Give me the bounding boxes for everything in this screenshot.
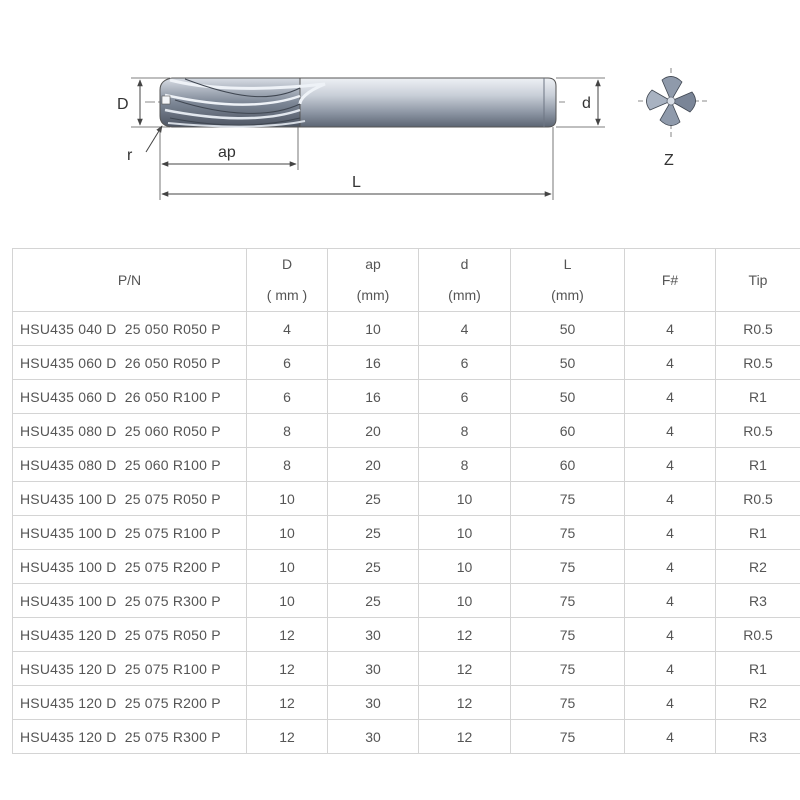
table-row bbox=[13, 448, 800, 482]
table-cell-d: 6 bbox=[247, 380, 328, 414]
table-row bbox=[13, 346, 800, 380]
column-header-unit: ( mm ) bbox=[266, 287, 308, 303]
table-cell-f: 4 bbox=[625, 550, 716, 584]
table-cell-ap: 20 bbox=[328, 414, 419, 448]
table-cell-d: 12 bbox=[419, 720, 511, 754]
column-header-label: D bbox=[281, 256, 293, 272]
table-cell-l: 75 bbox=[511, 618, 625, 652]
table-cell-pn: HSU435 100 D 25 075 R300 P bbox=[13, 584, 247, 618]
table-cell-tip: R0.5 bbox=[716, 346, 800, 380]
table-cell-l: 60 bbox=[511, 414, 625, 448]
table-cell-ap: 30 bbox=[328, 720, 419, 754]
table-cell-ap: 16 bbox=[328, 346, 419, 380]
table-cell-pn: HSU435 060 D 26 050 R050 P bbox=[13, 346, 247, 380]
table-cell-tip: R0.5 bbox=[716, 618, 800, 652]
table-cell-d: 8 bbox=[247, 414, 328, 448]
table-cell-f: 4 bbox=[625, 346, 716, 380]
table-cell-tip: R1 bbox=[716, 448, 800, 482]
table-cell-d: 8 bbox=[419, 448, 511, 482]
table-cell-d: 6 bbox=[419, 346, 511, 380]
table-cell-d: 12 bbox=[247, 686, 328, 720]
table-cell-d: 12 bbox=[419, 652, 511, 686]
table-row bbox=[13, 380, 800, 414]
column-header-tip bbox=[716, 249, 800, 312]
table-cell-l: 50 bbox=[511, 380, 625, 414]
table-cell-d: 10 bbox=[247, 584, 328, 618]
table-cell-f: 4 bbox=[625, 516, 716, 550]
table-cell-d: 10 bbox=[247, 516, 328, 550]
table-cell-d: 10 bbox=[419, 550, 511, 584]
table-cell-l: 75 bbox=[511, 516, 625, 550]
column-header-label: F# bbox=[661, 271, 679, 288]
table-cell-pn: HSU435 080 D 25 060 R050 P bbox=[13, 414, 247, 448]
table-cell-l: 75 bbox=[511, 482, 625, 516]
table-cell-tip: R0.5 bbox=[716, 414, 800, 448]
table-row bbox=[13, 516, 800, 550]
table-cell-tip: R0.5 bbox=[716, 482, 800, 516]
table-cell-ap: 25 bbox=[328, 482, 419, 516]
table-cell-pn: HSU435 120 D 25 075 R200 P bbox=[13, 686, 247, 720]
label-Z: Z bbox=[664, 152, 674, 169]
table-header-row bbox=[13, 249, 800, 312]
label-D: D bbox=[117, 96, 129, 113]
table-cell-tip: R1 bbox=[716, 380, 800, 414]
table-cell-pn: HSU435 120 D 25 075 R300 P bbox=[13, 720, 247, 754]
table-cell-f: 4 bbox=[625, 380, 716, 414]
label-L: L bbox=[352, 174, 361, 191]
column-header-d bbox=[247, 249, 328, 312]
table-cell-f: 4 bbox=[625, 414, 716, 448]
column-header-f bbox=[625, 249, 716, 312]
table-cell-ap: 25 bbox=[328, 516, 419, 550]
table-cell-d: 8 bbox=[247, 448, 328, 482]
table-cell-d: 10 bbox=[419, 482, 511, 516]
column-header-label: d bbox=[460, 256, 469, 272]
table-cell-tip: R3 bbox=[716, 584, 800, 618]
table-row bbox=[13, 482, 800, 516]
column-header-label: ap bbox=[365, 256, 381, 272]
table-cell-tip: R2 bbox=[716, 686, 800, 720]
table-cell-ap: 30 bbox=[328, 686, 419, 720]
label-ap: ap bbox=[218, 144, 236, 161]
end-view bbox=[638, 68, 708, 138]
table-cell-l: 75 bbox=[511, 584, 625, 618]
table-cell-f: 4 bbox=[625, 448, 716, 482]
column-header-unit: (mm) bbox=[356, 287, 390, 303]
column-header-unit: (mm) bbox=[448, 287, 481, 303]
table-cell-d: 10 bbox=[247, 550, 328, 584]
table-cell-d: 10 bbox=[419, 516, 511, 550]
column-header-d bbox=[419, 249, 511, 312]
table-cell-f: 4 bbox=[625, 312, 716, 346]
table-cell-d: 4 bbox=[419, 312, 511, 346]
label-r: r bbox=[127, 147, 133, 164]
table-row bbox=[13, 652, 800, 686]
table-cell-l: 50 bbox=[511, 312, 625, 346]
table-row bbox=[13, 686, 800, 720]
table-cell-l: 75 bbox=[511, 652, 625, 686]
spec-table bbox=[12, 248, 800, 754]
table-row bbox=[13, 584, 800, 618]
table-cell-ap: 30 bbox=[328, 618, 419, 652]
table-cell-pn: HSU435 100 D 25 075 R050 P bbox=[13, 482, 247, 516]
table-cell-pn: HSU435 100 D 25 075 R100 P bbox=[13, 516, 247, 550]
column-header-label: L bbox=[563, 256, 572, 272]
table-cell-pn: HSU435 100 D 25 075 R200 P bbox=[13, 550, 247, 584]
column-header-label: Tip bbox=[748, 271, 768, 288]
table-cell-d: 12 bbox=[247, 720, 328, 754]
table-cell-ap: 10 bbox=[328, 312, 419, 346]
table-cell-tip: R3 bbox=[716, 720, 800, 754]
column-header-ap bbox=[328, 249, 419, 312]
table-row bbox=[13, 618, 800, 652]
table-cell-tip: R1 bbox=[716, 652, 800, 686]
table-cell-d: 10 bbox=[419, 584, 511, 618]
table-cell-d: 12 bbox=[247, 618, 328, 652]
column-header-l bbox=[511, 249, 625, 312]
table-cell-pn: HSU435 120 D 25 075 R050 P bbox=[13, 618, 247, 652]
table-cell-ap: 30 bbox=[328, 652, 419, 686]
table-cell-pn: HSU435 060 D 26 050 R100 P bbox=[13, 380, 247, 414]
table-cell-l: 75 bbox=[511, 720, 625, 754]
table-cell-ap: 20 bbox=[328, 448, 419, 482]
table-cell-tip: R1 bbox=[716, 516, 800, 550]
table-cell-d: 12 bbox=[247, 652, 328, 686]
table-cell-l: 75 bbox=[511, 550, 625, 584]
table-cell-l: 75 bbox=[511, 686, 625, 720]
table-cell-d: 12 bbox=[419, 686, 511, 720]
table-cell-f: 4 bbox=[625, 686, 716, 720]
table-cell-d: 6 bbox=[419, 380, 511, 414]
table-cell-d: 6 bbox=[247, 346, 328, 380]
table-cell-f: 4 bbox=[625, 584, 716, 618]
tool-shank bbox=[300, 78, 556, 127]
table-cell-ap: 25 bbox=[328, 550, 419, 584]
table-cell-ap: 25 bbox=[328, 584, 419, 618]
table-cell-f: 4 bbox=[625, 482, 716, 516]
table-body bbox=[13, 312, 800, 754]
table-cell-f: 4 bbox=[625, 720, 716, 754]
table-cell-l: 60 bbox=[511, 448, 625, 482]
column-header-pn bbox=[13, 249, 247, 312]
table-cell-pn: HSU435 040 D 25 050 R050 P bbox=[13, 312, 247, 346]
table-row bbox=[13, 720, 800, 754]
table-row bbox=[13, 312, 800, 346]
table-cell-tip: R0.5 bbox=[716, 312, 800, 346]
table-cell-d: 10 bbox=[247, 482, 328, 516]
end-mill-diagram bbox=[0, 0, 800, 215]
table-cell-tip: R2 bbox=[716, 550, 800, 584]
table-cell-pn: HSU435 120 D 25 075 R100 P bbox=[13, 652, 247, 686]
table-cell-pn: HSU435 080 D 25 060 R100 P bbox=[13, 448, 247, 482]
column-header-label: P/N bbox=[117, 271, 142, 288]
table-cell-d: 8 bbox=[419, 414, 511, 448]
table-cell-f: 4 bbox=[625, 618, 716, 652]
table-cell-l: 50 bbox=[511, 346, 625, 380]
column-header-unit: (mm) bbox=[551, 287, 584, 303]
table-cell-f: 4 bbox=[625, 652, 716, 686]
table-cell-d: 12 bbox=[419, 618, 511, 652]
table-cell-ap: 16 bbox=[328, 380, 419, 414]
table-row bbox=[13, 414, 800, 448]
table-cell-d: 4 bbox=[247, 312, 328, 346]
label-d: d bbox=[582, 95, 591, 112]
table-row bbox=[13, 550, 800, 584]
